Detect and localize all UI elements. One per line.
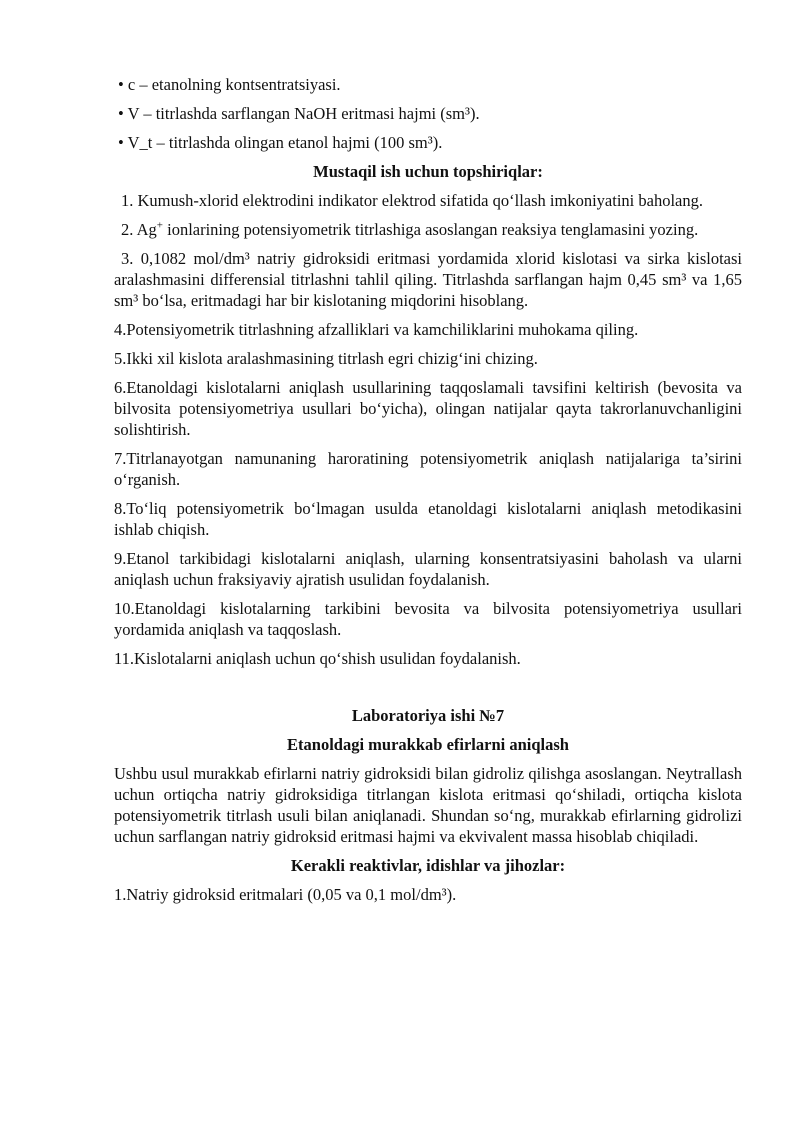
task-item-10: 10.Etanoldagi kislotalarning tarkibini bevosita va bilvosita potensiyometriya usullari yordamida aniqlash va taqqoslash. bbox=[114, 599, 742, 639]
lab-subtitle: Etanoldagi murakkab efirlarni aniqlash bbox=[287, 735, 569, 754]
task-item-8: 8.To‘liq potensiyometrik bo‘lmagan usulda etanoldagi kislotalarni aniqlash metodikasini ishlab chiqish. bbox=[114, 499, 742, 539]
task-item-2-prefix: 2. Ag bbox=[121, 220, 157, 239]
task-item-4: 4.Potensiyometrik titrlashning afzalliklari va kamchiliklarini muhokama qiling. bbox=[114, 320, 639, 339]
task-item-7: 7.Titrlanayotgan namunaning haroratining potensiyometrik aniqlash natijalariga ta’sirini o‘rganish. bbox=[114, 449, 742, 489]
task-item-1: 1. Kumush-xlorid elektrodini indikator elektrod sifatida qo‘llash imkoniyatini baholang. bbox=[121, 191, 703, 210]
task-item-6: 6.Etanoldagi kislotalarni aniqlash usullarining taqqoslamali tavsifini keltirish (bevosita va bilvosita potensiyometriya usullari bo‘yicha), olingan natijalar qayta takrorlanuvchanligini solishtirish. bbox=[114, 378, 742, 439]
task-item-11: 11.Kislotalarni aniqlash uchun qo‘shish usulidan foydalanish. bbox=[114, 649, 521, 668]
task-item-2 bbox=[114, 219, 742, 240]
lab-title: Laboratoriya ishi №7 bbox=[351, 706, 505, 725]
task-item-5: 5.Ikki xil kislota aralashmasining titrlash egri chizig‘ini chizing. bbox=[114, 349, 538, 368]
lab-intro: Ushbu usul murakkab efirlarni natriy gidroksidi bilan gidroliz qilishga asoslangan. Neytrallash uchun ortiqcha natriy gidroksidiga titrlangan kislota eritmasi qo‘shiladi, ortiqcha kislota potensiyometrik titrlash usuli bilan aniqlanadi. Shundan so‘ng, murakkab efirlarning gidrolizi uchun sarflangan natriy gidroksid eritmasi hajmi va ekvivalent massa hisoblab chiqiladi. bbox=[114, 764, 742, 846]
task-item-9: 9.Etanol tarkibidagi kislotalarni aniqlash, ularning konsentratsiyasini baholash va ularni aniqlash uchun fraksiyaviy ajratish usulidan foydalanish. bbox=[114, 549, 742, 589]
task-item-3: 3. 0,1082 mol/dm³ natriy gidroksidi eritmasi yordamida xlorid kislotasi va sirka kislotasi aralashmasini differensial titrlashni tahlil qiling. Titrlashda sarflangan hajm 0,45 sm³ va 1,65 sm³ bo‘lsa, eritmadagi har bir kislotaning miqdorini hisoblang. bbox=[114, 249, 742, 310]
tasks-heading: Mustaqil ish uchun topshiriqlar: bbox=[313, 162, 543, 181]
task-item-2-text: ionlarining potensiyometrik titrlashiga asoslangan reaksiya tenglamasini yozing. bbox=[167, 220, 699, 239]
bullet-naoh-volume: • V – titrlashda sarflangan NaOH eritmasi hajmi (sm³). bbox=[118, 104, 480, 123]
reagents-heading: Kerakli reaktivlar, idishlar va jihozlar: bbox=[290, 856, 566, 875]
bullet-ethanol-volume: • V_t – titrlashda olingan etanol hajmi (100 sm³). bbox=[118, 133, 443, 152]
reagent-item-1: 1.Natriy gidroksid eritmalari (0,05 va 0,1 mol/dm³). bbox=[114, 885, 457, 904]
document-page bbox=[114, 74, 742, 913]
section-spacer bbox=[114, 677, 742, 705]
bullet-concentration: • c – etanolning kontsentratsiyasi. bbox=[118, 75, 341, 94]
task-item-2-superscript: + bbox=[156, 219, 163, 232]
